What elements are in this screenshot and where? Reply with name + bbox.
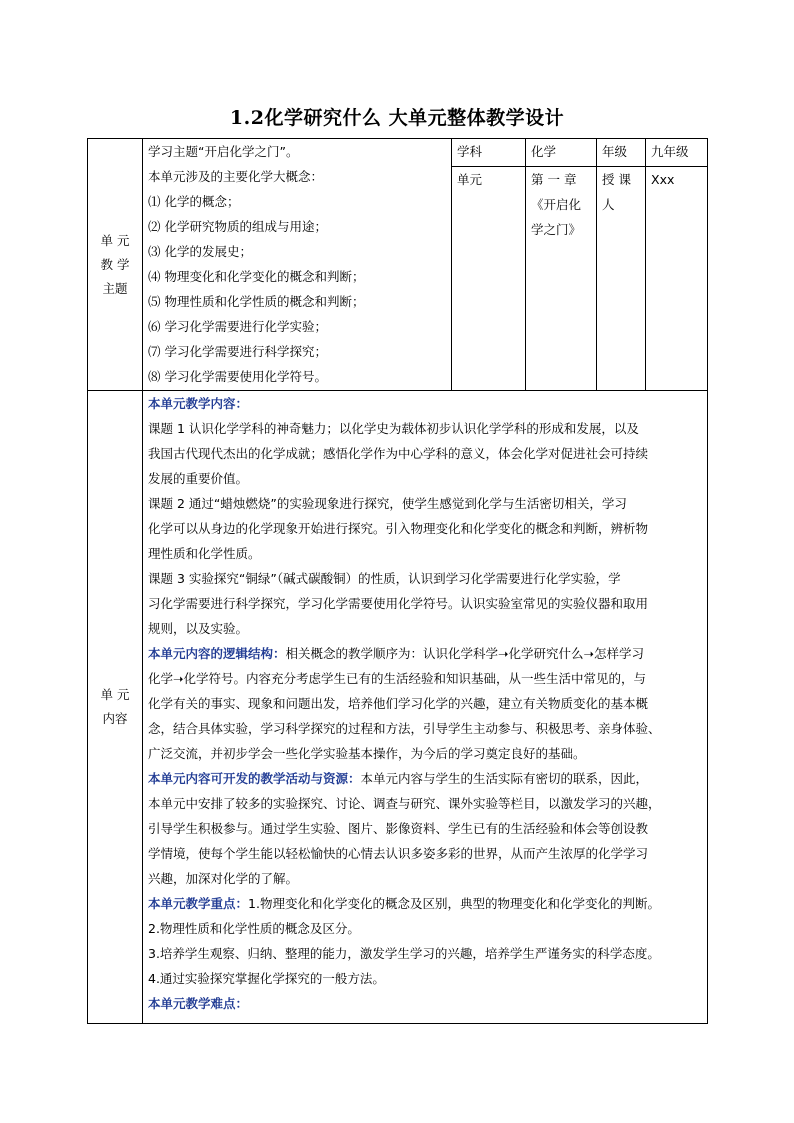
key-point-line: 3.培养学生观察、归纳、整理的能力，激发学生学习的兴趣，培养学生严谨务实的科学态度。 bbox=[148, 946, 660, 961]
activity-line: 本单元内容可开发的教学活动与资源：本单元内容与学生的生活实际有密切的联系，因此， bbox=[148, 771, 649, 786]
activity-line: 本单元中安排了较多的实验探究、讨论、调查与研究、课外实验等栏目，以激发学习的兴趣， bbox=[148, 796, 661, 811]
difficulty-heading: 本单元教学难点： bbox=[148, 996, 249, 1011]
subject-label: 学科 bbox=[452, 139, 526, 167]
unit-content bbox=[143, 391, 708, 1024]
lesson1-line: 我国古代现代杰出的化学成就；感悟化学作为中心学科的意义，体会化学对促进社会可持续 bbox=[148, 446, 649, 461]
key-point-line: 4.通过实验探究掌握化学探究的一般方法。 bbox=[148, 971, 385, 986]
unit-value: 第 一 章 《开启化 学之门》 bbox=[526, 167, 597, 391]
logic-line: 化学有关的事实、现象和问题出发，培养他们学习化学的兴趣，建立有关物质变化的基本概 bbox=[148, 696, 649, 711]
grade-value: 九年级 bbox=[646, 139, 708, 167]
grade-label: 年级 bbox=[597, 139, 646, 167]
activity-line: 引导学生积极参与。通过学生实验、图片、影像资料、学生已有的生活经验和体会等创设教 bbox=[148, 821, 649, 836]
lesson-design-table bbox=[87, 138, 708, 1024]
logic-line: 本单元内容的逻辑结构：相关概念的教学顺序为：认识化学科学➝化学研究什么➝怎样学习 bbox=[148, 646, 644, 661]
unit-label: 单元 bbox=[452, 167, 526, 391]
key-point-line: 本单元教学重点：1.物理变化和化学变化的概念及区别，典型的物理变化和化学变化的判断。 bbox=[148, 896, 660, 911]
subject-value: 化学 bbox=[526, 139, 597, 167]
activity-line: 兴趣，加深对化学的了解。 bbox=[148, 871, 299, 886]
lesson3-line: 规则，以及实验。 bbox=[148, 621, 249, 636]
key-heading: 本单元教学重点： bbox=[148, 896, 249, 911]
lesson3-line: 课题 3 实验探究“铜绿”（碱式碳酸铜）的性质，认识到学习化学需要进行化学实验，学 bbox=[148, 571, 621, 586]
activity-heading: 本单元内容可开发的教学活动与资源： bbox=[148, 771, 361, 786]
lesson1-line: 发展的重要价值。 bbox=[148, 471, 249, 486]
lesson1-line: 课题 1 认识化学学科的神奇魅力；以化学史为载体初步认识化学学科的形成和发展，以及 bbox=[148, 421, 639, 436]
logic-line: 化学➝化学符号。内容充分考虑学生已有的生活经验和知识基础，从一些生活中常见的，与 bbox=[148, 671, 646, 686]
key-point-line: 2.物理性质和化学性质的概念及区分。 bbox=[148, 921, 360, 936]
unit-theme-label: 单 元 教 学 主题 bbox=[88, 139, 143, 391]
logic-line: 广泛交流，并初步学会一些化学实验基本操作，为今后的学习奠定良好的基础。 bbox=[148, 746, 586, 761]
page-title: 1.2化学研究什么 大单元整体教学设计 bbox=[229, 107, 565, 129]
teacher-label: 授 课 人 bbox=[597, 167, 646, 391]
unit-content-label: 单 元 内容 bbox=[88, 391, 143, 1024]
logic-line: 念，结合具体实验，学习科学探究的过程和方法，引导学生主动参与、积极思考、亲身体验、 bbox=[148, 721, 661, 736]
unit-theme-content: 学习主题“开启化学之门”。 本单元涉及的主要化学大概念： ⑴ 化学的概念； ⑵ 化学研究物质的组成与用途； ⑶ 化学的发展史； ⑷ 物理变化和化学变化的概念和判断； ⑸ 物理性质和化学性质的概念和判断； ⑹ 学习化学需要进行化学实验； ⑺ 学习化学需要进行科学探究； ⑻ 学习化学需要使用化学符号。 bbox=[143, 139, 452, 391]
teacher-value: Xxx bbox=[646, 167, 708, 391]
activity-line: 学情境，使每个学生能以轻松愉快的心情去认识多姿多彩的世界，从而产生浓厚的化学学习 bbox=[148, 846, 649, 861]
content-heading: 本单元教学内容： bbox=[148, 396, 249, 411]
lesson2-line: 课题 2 通过“蜡烛燃烧”的实验现象进行探究，使学生感觉到化学与生活密切相关，学习 bbox=[148, 496, 627, 511]
lesson2-line: 理性质和化学性质。 bbox=[148, 546, 261, 561]
logic-heading: 本单元内容的逻辑结构： bbox=[148, 646, 286, 661]
lesson3-line: 习化学需要进行科学探究，学习化学需要使用化学符号。认识实验室常见的实验仪器和取用 bbox=[148, 596, 649, 611]
lesson2-line: 化学可以从身边的化学现象开始进行探究。引入物理变化和化学变化的概念和判断，辨析物 bbox=[148, 521, 649, 536]
